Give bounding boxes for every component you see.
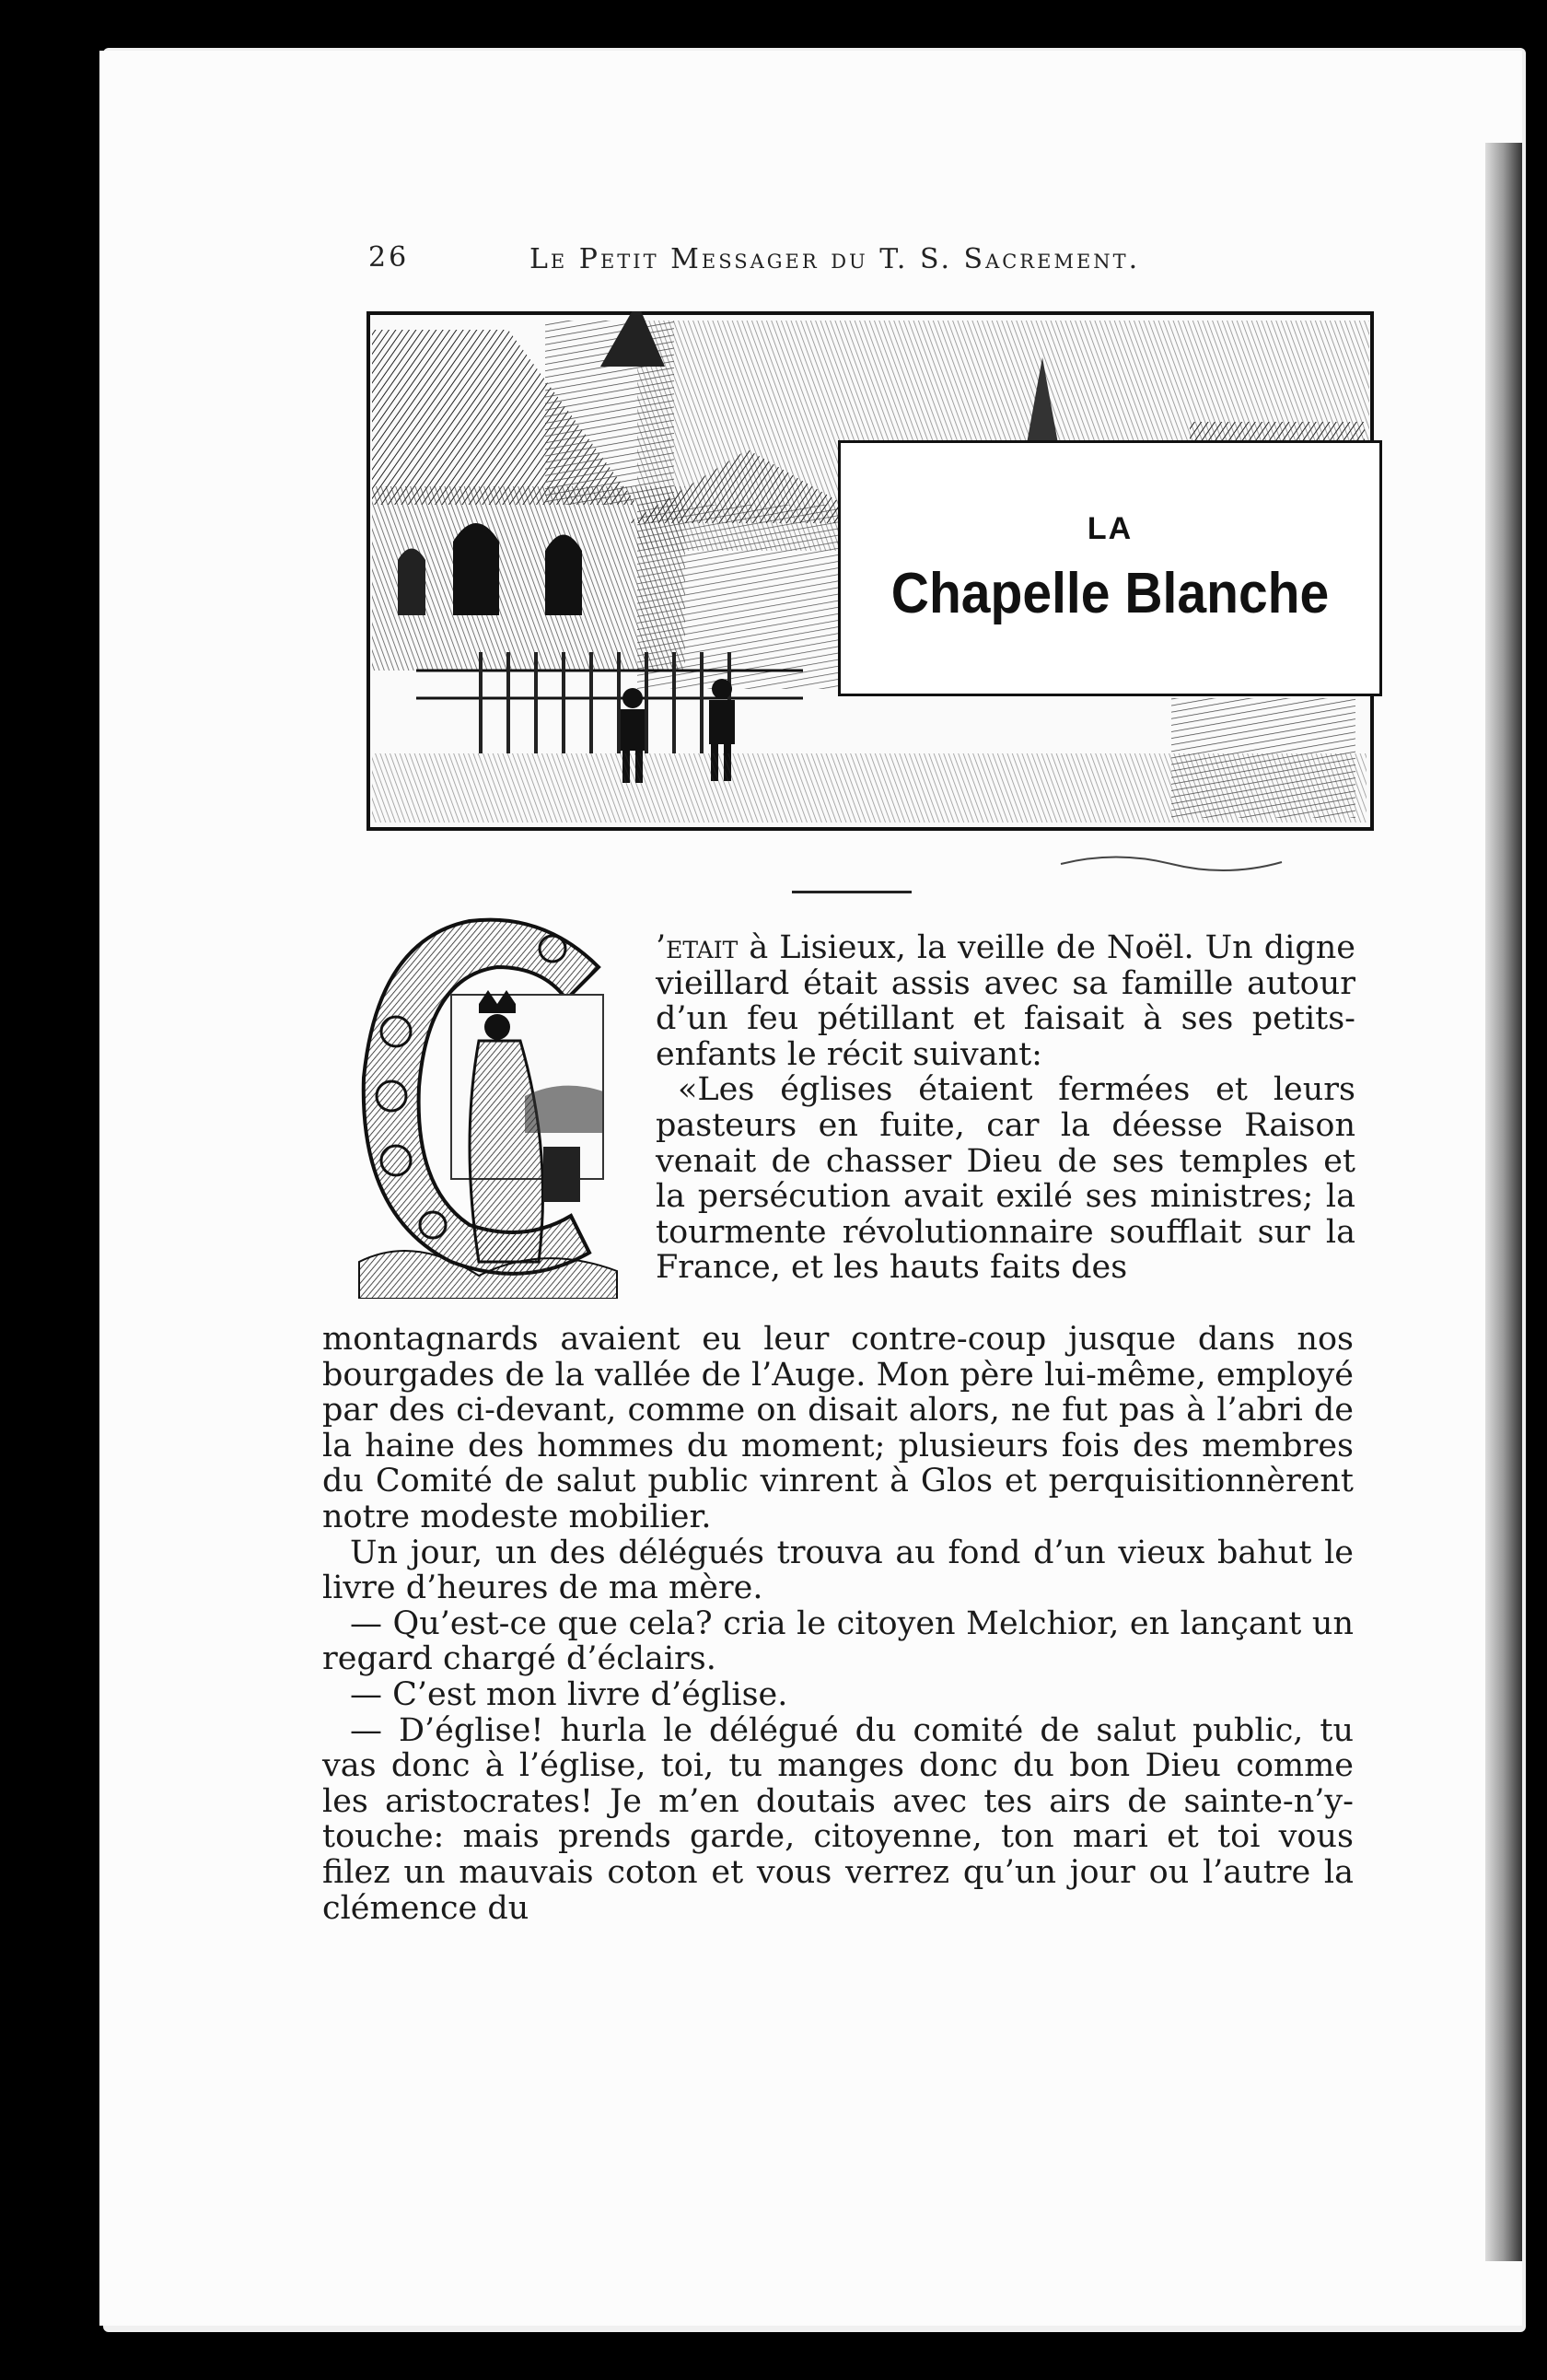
opening-sentence [656,930,1355,1072]
paragraph-4: — D’église! hurla le délégué du comité de salut public, tu vas donc à l’église, toi, tu manges donc du bon Dieu comme les aristocrates! Je m’en doutais avec tes airs de sainte-n’y-touche: mais prends garde, citoyenne, ton mari et toi vous filez un mauvais coton et vous verrez qu’un jour ou l’autre la clémence du [322,1711,1354,1927]
paragraph-2: — Qu’est-ce que cela? cria le citoyen Melchior, en lançant un regard chargé d’éclairs. [322,1604,1354,1678]
recit-start: «Les églises étaient fermées et leurs pasteurs en fuite, car la déesse Raison venait de chasser Dieu de ses temples et la persécution avait exilé ses ministres; la tourmente révolutionnaire soufflait sur la France, et les hauts faits des [656,1071,1355,1287]
page-number: 26 [368,241,410,274]
running-title: Le Petit Messager du T. S. Sacrement. [529,243,1141,275]
running-header [368,241,1252,287]
paragraph-3: — C’est mon livre d’église. [350,1675,788,1713]
dropcap-word-rest: ’etait [656,929,739,966]
section-rule [792,891,912,893]
first-paragraph [656,930,1355,1286]
page-edge-shadow [1485,143,1522,2261]
article-title: Chapelle Blanche [890,562,1330,625]
recit-continuation: montagnards avaient eu leur contre-coup jusque dans nos bourgades de la vallée de l’Auge. Mon père lui-même, employé par des ci-devant, comme on disait alors, ne fut pas à l’abri de la haine des hommes du moment; plusieurs fois des membres du Comité de salut public vinrent à Glos et perquisitionnèrent notre modeste mobilier. [322,1321,1354,1535]
title-panel [838,440,1382,696]
article-kicker: LA [1087,511,1134,546]
dropcap-illustration [341,912,631,1299]
opening-text: à Lisieux, la veille de Noël. Un digne vieillard était assis avec sa famille autour d’un feu pétillant et faisait à ses petits-enfants le récit suivant: [656,929,1355,1073]
body-text [322,1322,1354,1926]
paragraph-1: Un jour, un des délégués trouva au fond d’un vieux bahut le livre d’heures de ma mère. [322,1534,1354,1607]
